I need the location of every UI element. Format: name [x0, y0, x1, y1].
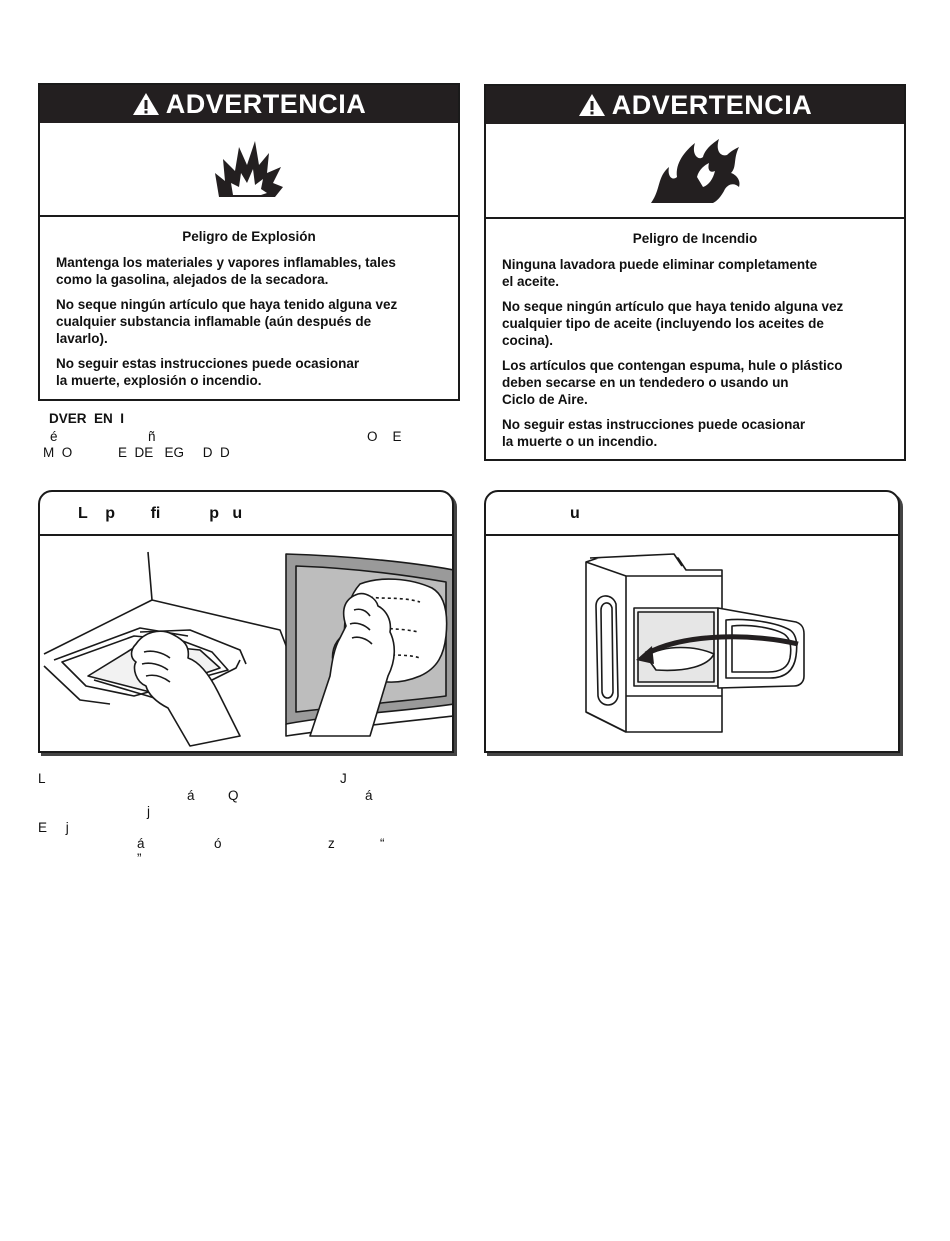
dryer-drum-panel	[484, 490, 900, 753]
lint-screen-panel	[38, 490, 454, 753]
hazard-symbol-area	[486, 124, 904, 219]
warning-body	[486, 219, 904, 450]
dryer-drum-illustration	[486, 536, 898, 751]
warning-paragraph: No seque ningún artículo que haya tenido alguna vez cualquier tipo de aceite (incluyendo los aceites de cocina).	[502, 299, 844, 348]
fragment-text: E DE EG D D	[118, 445, 230, 460]
fragment-text: ó	[214, 836, 222, 851]
warning-header	[40, 85, 458, 123]
fire-warning-box	[484, 84, 906, 461]
hazard-symbol-area	[40, 123, 458, 217]
fragment-text: z	[328, 836, 335, 851]
fragment-text: L	[38, 771, 46, 786]
fragment-text: Q	[228, 788, 239, 803]
warning-body	[40, 217, 458, 389]
fragment-text: ”	[137, 851, 142, 866]
fragment-text: á	[187, 788, 195, 803]
warning-subtitle: Peligro de Incendio	[632, 231, 758, 246]
fragment-text: DVER EN I	[49, 411, 125, 426]
fragment-text: M O	[43, 445, 73, 460]
fragment-text: “	[380, 836, 385, 851]
warning-header-text: ADVERTENCIA	[611, 89, 813, 120]
fragment-text: E j	[38, 820, 69, 835]
fragment-text: á	[365, 788, 373, 803]
fragment-text: é	[50, 429, 58, 444]
warning-subtitle: Peligro de Explosión	[182, 229, 316, 244]
lint-screen-cleaning-illustration	[40, 536, 452, 751]
warning-header-text: ADVERTENCIA	[165, 88, 367, 119]
fire-icon	[647, 137, 743, 205]
warning-header	[486, 86, 904, 124]
warning-triangle-icon	[132, 92, 160, 116]
fragment-text: á	[137, 836, 145, 851]
warning-triangle-icon	[578, 93, 606, 117]
warning-paragraph: Ninguna lavadora puede eliminar completamente el aceite.	[502, 257, 818, 289]
panel-title: L p fi p u	[40, 492, 452, 536]
explosion-icon	[211, 137, 287, 201]
warning-paragraph: Mantenga los materiales y vapores inflamables, tales como la gasolina, alejados de la secadora.	[56, 255, 396, 287]
fragment-text: J	[340, 771, 347, 786]
explosion-warning-box	[38, 83, 460, 401]
fragment-text: O E	[367, 429, 402, 444]
warning-paragraph: No seque ningún artículo que haya tenido alguna vez cualquier substancia inflamable (aún después de lavarlo).	[56, 297, 398, 346]
fragment-text: ñ	[148, 429, 156, 444]
fragment-text: j	[147, 804, 150, 819]
warning-paragraph: No seguir estas instrucciones puede ocasionar la muerte, explosión o incendio.	[56, 356, 360, 388]
warning-paragraph: No seguir estas instrucciones puede ocasionar la muerte o un incendio.	[502, 417, 806, 449]
warning-paragraph: Los artículos que contengan espuma, hule o plástico deben secarse en un tendedero o usando un Ciclo de Aire.	[502, 358, 843, 407]
panel-title: u	[486, 492, 898, 536]
